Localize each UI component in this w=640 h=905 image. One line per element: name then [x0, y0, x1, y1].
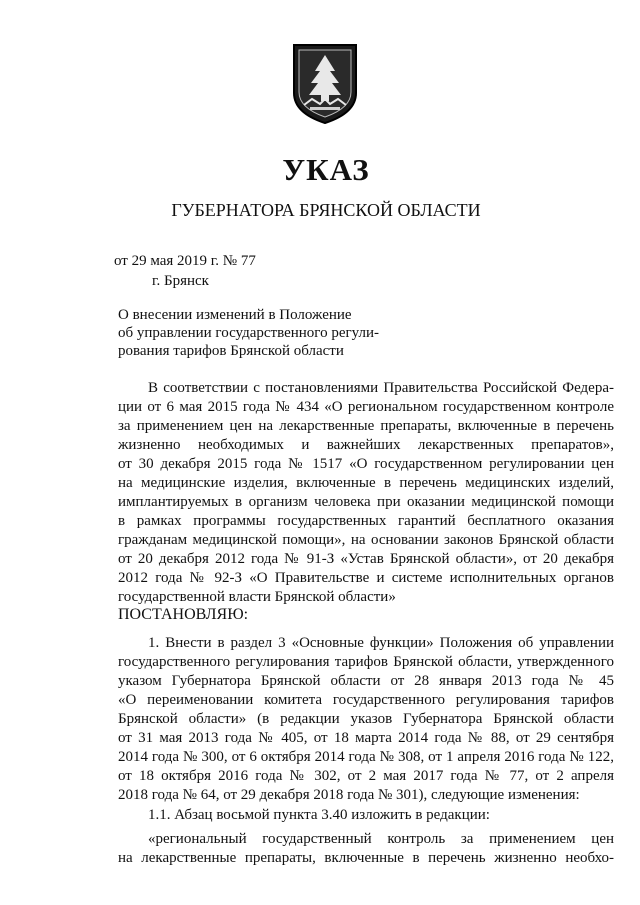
preamble-line: в рамках программы государственных гарантий бесплатного оказания: [118, 513, 614, 529]
decree-word: ПОСТАНОВЛЯЮ:: [118, 606, 249, 623]
item1-line: 2014 года № 300, от 6 октября 2014 года № 308, от 1 апреля 2016 года № 122,: [118, 749, 614, 765]
preamble-line: В соответствии с постановлениями Правительства Российской Федера-: [148, 380, 614, 396]
subject-line-1: О внесении изменений в Положение: [118, 307, 352, 323]
preamble-line: от 30 декабря 2015 года № 1517 «О государственном регулировании цен: [118, 456, 614, 472]
quote-line: на лекарственные препараты, включенные в перечень жизненно необхо-: [118, 850, 614, 866]
preamble-line: гражданам медицинской помощи», на основании законов Брянской области: [118, 532, 614, 548]
item1-line: от 31 мая 2013 года № 405, от 18 марта 2014 года № 88, от 29 сентября: [118, 730, 614, 746]
item1-line: Брянской области» (в редакции указов Губернатора Брянской области: [118, 711, 614, 727]
city-line: г. Брянск: [152, 273, 209, 289]
item1-line: 2018 года № 64, от 29 декабря 2018 года № 301), следующие изменения:: [118, 787, 580, 803]
item1-line: от 18 октября 2016 года № 302, от 2 мая 2017 года № 77, от 2 апреля: [118, 768, 614, 784]
item1-line: государственного регулирования тарифов Брянской области, утвержденного: [118, 654, 614, 670]
item1-line: «О переименовании комитета государственного регулирования тарифов: [118, 692, 614, 708]
preamble-line: 2012 года № 92-З «О Правительстве и системе исполнительных органов: [118, 570, 614, 586]
preamble-line: имплантируемых в организм человека при оказании медицинской помощи: [118, 494, 614, 510]
coat-of-arms-emblem: [290, 41, 360, 125]
preamble-line: жизненно необходимых и важнейших лекарственных препаратов»,: [118, 437, 614, 453]
preamble-line: государственной власти Брянской области»: [118, 589, 396, 605]
preamble-line: ции от 6 мая 2015 года № 434 «О региональном государственном контроле: [118, 399, 614, 415]
subject-line-3: рования тарифов Брянской области: [118, 343, 344, 359]
item1-line: указом Губернатора Брянской области от 28 января 2013 года № 45: [118, 673, 614, 689]
preamble-line: за применением цен на лекарственные препараты, включенные в перечень: [118, 418, 614, 434]
subject-line-2: об управлении государственного регули-: [118, 325, 379, 341]
preamble-line: от 20 декабря 2012 года № 91-З «Устав Брянской области», от 20 декабря: [118, 551, 614, 567]
document-subtitle: ГУБЕРНАТОРА БРЯНСКОЙ ОБЛАСТИ: [171, 200, 481, 220]
date-number-line: от 29 мая 2019 г. № 77: [114, 253, 256, 269]
document-title: УКАЗ: [282, 152, 370, 187]
item1-line: 1. Внести в раздел 3 «Основные функции» Положения об управлении: [148, 635, 614, 651]
item1-1-line: 1.1. Абзац восьмой пункта 3.40 изложить в редакции:: [148, 807, 490, 823]
quote-line: «региональный государственный контроль за применением цен: [148, 831, 614, 847]
preamble-line: на медицинские изделия, включенные в перечень медицинских изделий,: [118, 475, 614, 491]
